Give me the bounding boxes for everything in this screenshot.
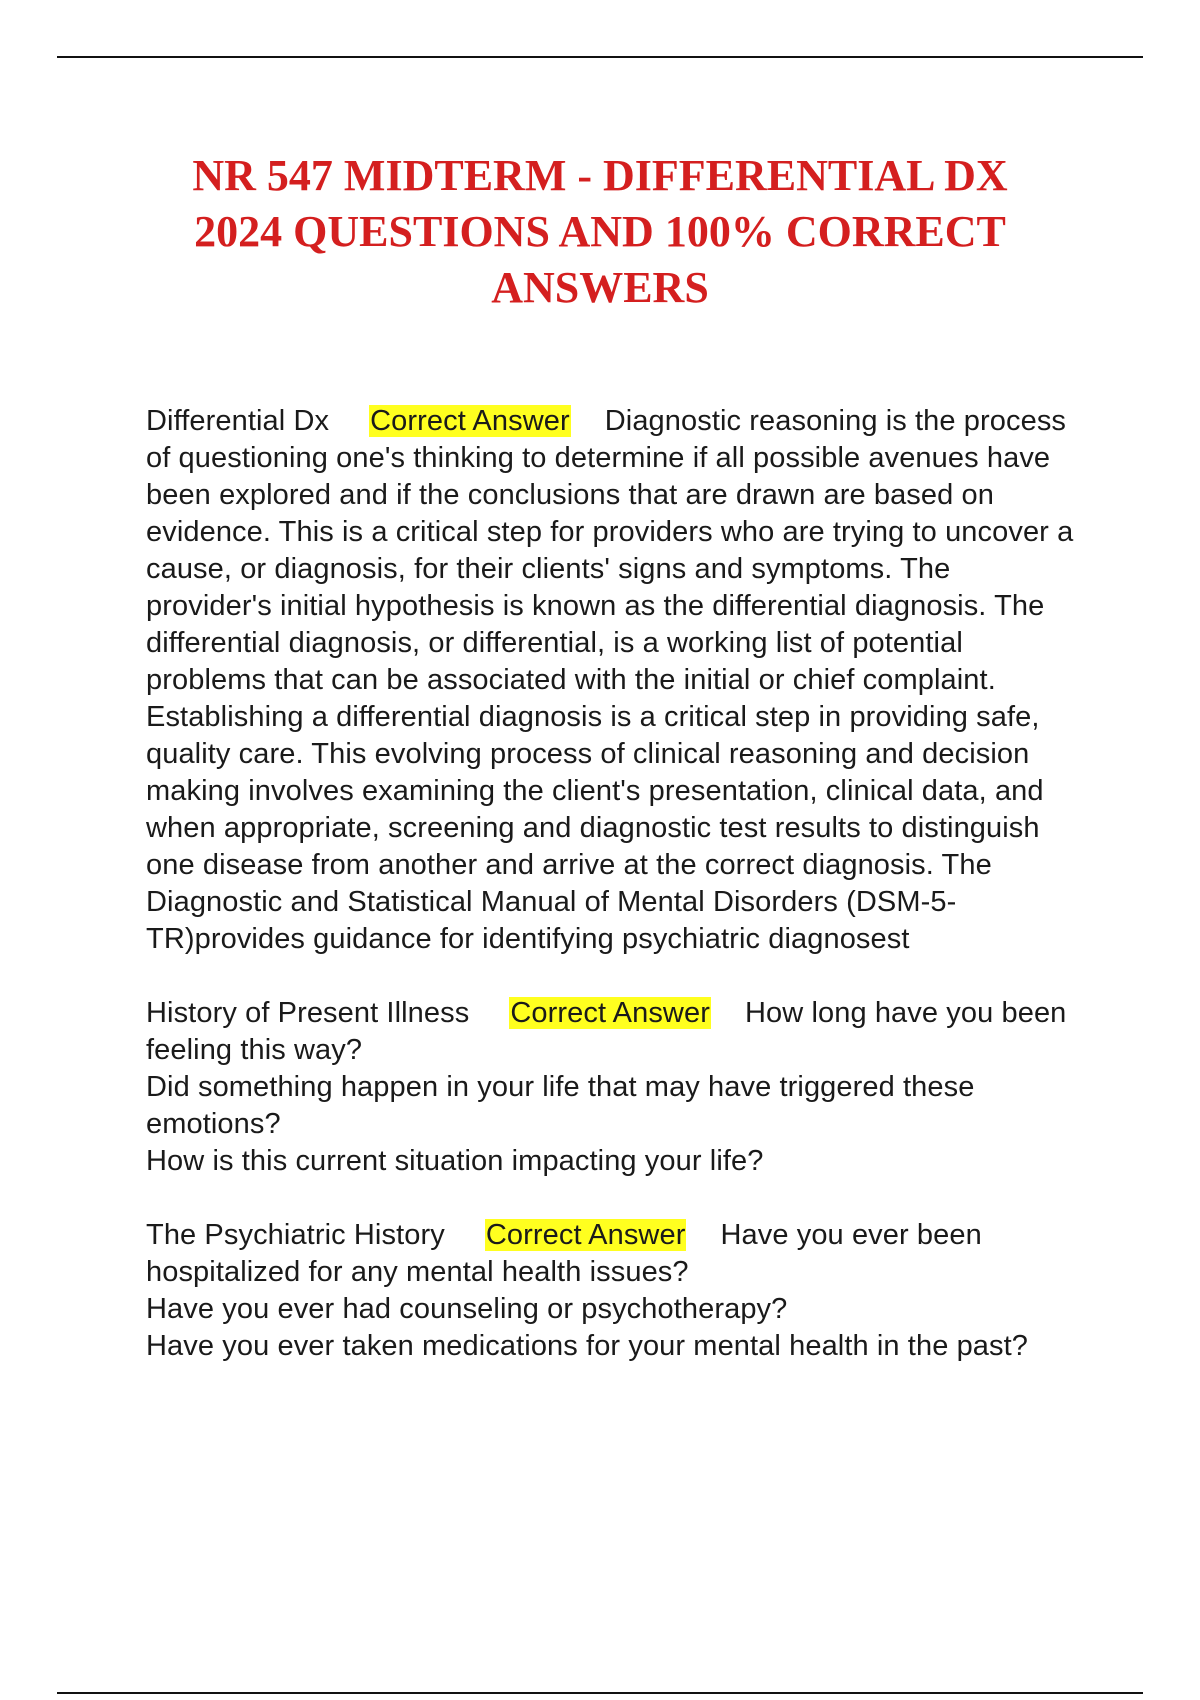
entry-answer: How long have you been feeling this way? [146, 997, 1067, 1066]
bottom-rule [57, 1692, 1143, 1694]
qa-entry-psychiatric-history [146, 1217, 1076, 1365]
title-line: NR 547 MIDTERM - DIFFERENTIAL DX [192, 151, 1008, 200]
title-line: ANSWERS [491, 263, 709, 312]
entry-term: History of Present Illness [146, 997, 470, 1029]
entry-term: The Psychiatric History [146, 1219, 445, 1251]
correct-answer-label: Correct Answer [370, 405, 570, 437]
entry-term: Differential Dx [146, 405, 330, 437]
entry-answer-line: How is this current situation impacting your life? [146, 1145, 764, 1177]
qa-entry-history-of-present-illness [146, 995, 1076, 1180]
correct-answer-label: Correct Answer [485, 1219, 686, 1251]
entry-answer-line: Have you ever had counseling or psychotherapy? [146, 1293, 788, 1325]
title-line: 2024 QUESTIONS AND 100% CORRECT [194, 207, 1006, 256]
entry-answer: Diagnostic reasoning is the process of questioning one's thinking to determine if all possible avenues have been explored and if the conclusions that are drawn are based on evidence. This is a critical step for providers who are trying to uncover a cause, or diagnosis, for their clients' signs and symptoms. The provider's initial hypothesis is known as the differential diagnosis. The differential diagnosis, or differential, is a working list of potential problems that can be associated with the initial or chief complaint. Establishing a differential diagnosis is a critical step in providing safe, quality care. This evolving process of clinical reasoning and decision making involves examining the client's presentation, clinical data, and when appropriate, screening and diagnostic test results to distinguish one disease from another and arrive at the correct diagnosis. The Diagnostic and Statistical Manual of Mental Disorders (DSM-5-TR)provides guidance for identifying psychiatric diagnosest [146, 405, 1074, 955]
entry-answer-line: Have you ever taken medications for your mental health in the past? [146, 1330, 1029, 1362]
entry-answer-line: Did something happen in your life that may have triggered these emotions? [146, 1071, 975, 1140]
entry-answer: Have you ever been hospitalized for any mental health issues? [146, 1219, 982, 1288]
top-rule [57, 56, 1143, 58]
qa-entry-differential-dx [146, 403, 1076, 958]
document-title [100, 148, 1100, 316]
qa-list [146, 403, 1076, 1402]
correct-answer-label: Correct Answer [510, 997, 710, 1029]
